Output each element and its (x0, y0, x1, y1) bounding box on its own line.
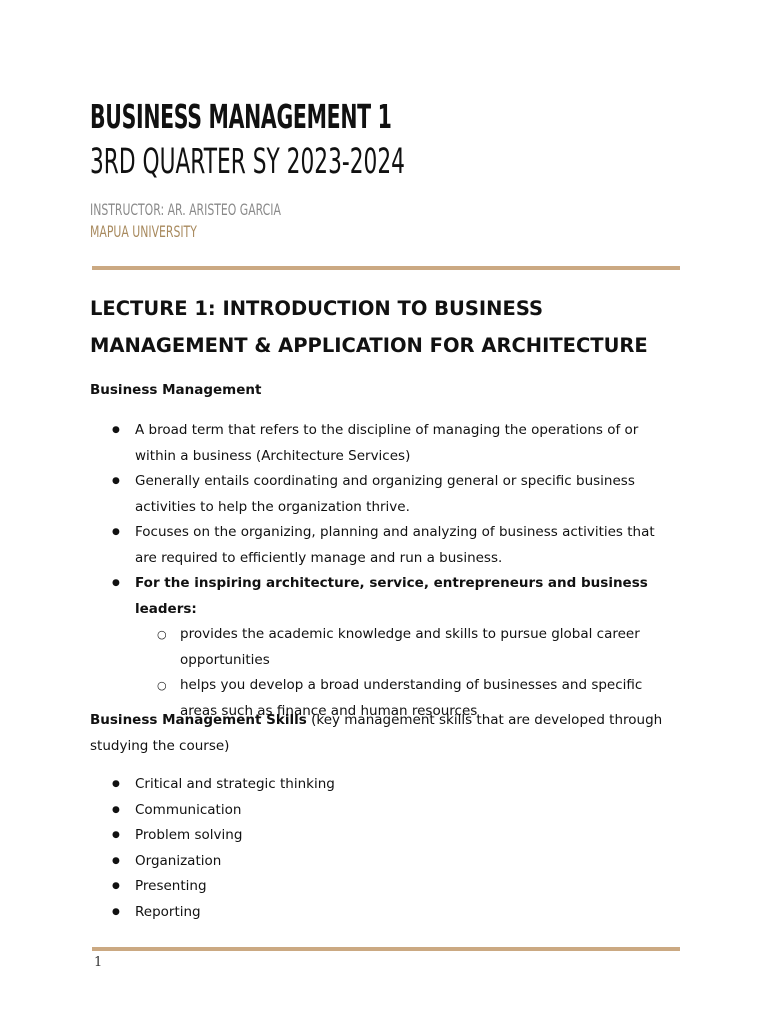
list-item: ● Communication (90, 798, 680, 824)
list-item: ● Organization (90, 849, 680, 875)
university-line: MAPUA UNIVERSITY (90, 222, 197, 241)
list-item: ● Focuses on the organizing, planning and analyzing of business activities that are required to efficiently manage and run a business. (90, 520, 680, 571)
list-item: ● A broad term that refers to the discipline of managing the operations of or within a business (Architecture Services) (90, 418, 680, 469)
list-item: ● Critical and strategic thinking (90, 772, 680, 798)
document-subtitle: 3RD QUARTER SY 2023-2024 (90, 142, 405, 182)
section-heading-text: Business Management (90, 382, 262, 398)
business-management-list (90, 418, 680, 724)
skills-list (90, 772, 680, 925)
list-item: ● Problem solving (90, 823, 680, 849)
header-divider (92, 266, 680, 270)
list-item: ● Presenting (90, 874, 680, 900)
list-item-label: For the inspiring architecture, service, entrepreneurs and business leaders: (135, 575, 648, 617)
instructor-line: INSTRUCTOR: AR. ARISTEO GARCIA (90, 200, 281, 219)
page-number: 1 (94, 955, 103, 970)
sub-list-item: ○ provides the academic knowledge and skills to pursue global career opportunities (135, 622, 680, 673)
document-title: BUSINESS MANAGEMENT 1 (90, 97, 392, 136)
section-heading-text: Business Management Skills (90, 712, 307, 728)
section-heading-skills (90, 708, 690, 759)
lecture-title: LECTURE 1: INTRODUCTION TO BUSINESS MANAGEMENT & APPLICATION FOR ARCHITECTURE (90, 297, 648, 357)
sub-list-item: ○ helps you develop a broad understanding of businesses and specific areas such as finance and human resources (135, 673, 680, 724)
section-heading-business-management (90, 382, 261, 398)
list-item-emphasis (90, 571, 680, 724)
list-item: ● Reporting (90, 900, 680, 926)
list-item: ● Generally entails coordinating and organizing general or specific business activities to help the organization thrive. (90, 469, 680, 520)
footer-divider (92, 947, 680, 951)
section-heading-note: (key management skills that are developed through studying the course) (90, 712, 663, 754)
